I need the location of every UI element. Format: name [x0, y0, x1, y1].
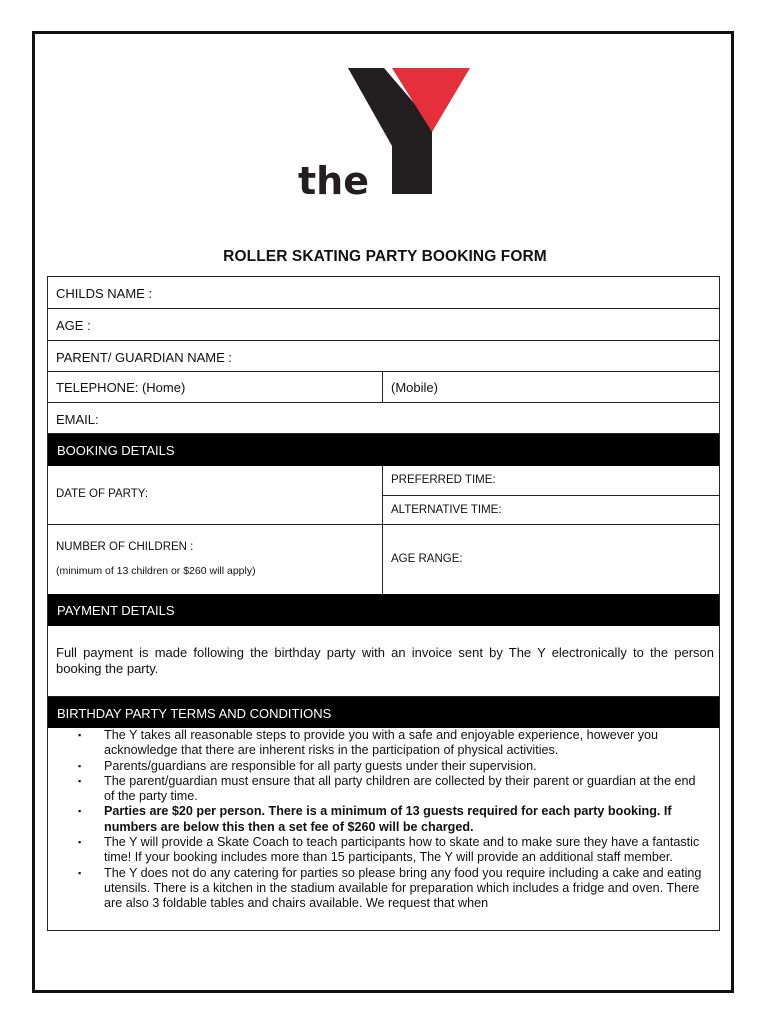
email-row[interactable]: [48, 403, 719, 434]
time-divider: [382, 495, 719, 496]
payment-details-header: [48, 594, 719, 626]
minimum-children-note: (minimum of 13 children or $260 will apply): [56, 565, 256, 577]
terms-item-pricing: ▪ Parties are $20 per person. There is a minimum of 13 guests required for each party booking. If numbers are below this then a set fee of $260 will be charged.: [78, 804, 672, 834]
age-range-label: AGE RANGE:: [391, 553, 463, 565]
telephone-home-label: TELEPHONE: (Home): [56, 380, 186, 395]
bullet-icon: ▪: [78, 730, 82, 740]
payment-details-text: Full payment is made following the birthday party with an invoice sent by The Y electronically to the person booking the party.: [56, 645, 714, 676]
parent-guardian-name-label: PARENT/ GUARDIAN NAME :: [56, 350, 233, 365]
telephone-mobile-label: (Mobile): [391, 380, 438, 395]
terms-item: ▪ The parent/guardian must ensure that all party children are collected by their parent or guardian at the end of the party time.: [78, 773, 696, 804]
bullet-icon: ▪: [78, 837, 82, 848]
bullet-icon: ▪: [78, 867, 82, 878]
bullet-icon: ▪: [78, 760, 82, 771]
childs-name-label: CHILDS NAME :: [56, 286, 153, 301]
logo-the-text: the: [298, 159, 369, 198]
bullet-icon: ▪: [78, 775, 82, 786]
alternative-time-label: ALTERNATIVE TIME:: [391, 504, 502, 516]
form-title: ROLLER SKATING PARTY BOOKING FORM: [223, 248, 547, 265]
booking-divider: [382, 466, 383, 594]
date-row-bottom: [48, 524, 719, 525]
age-label: AGE :: [56, 318, 91, 333]
booking-form: [47, 276, 720, 931]
age-row[interactable]: [48, 309, 719, 341]
booking-details-title: BOOKING DETAILS: [57, 443, 175, 458]
terms-item: ▪ Parents/guardians are responsible for all party guests under their supervision.: [78, 758, 537, 773]
preferred-time-label: PREFERRED TIME:: [391, 474, 496, 486]
number-of-children-label: NUMBER OF CHILDREN :: [56, 541, 194, 553]
telephone-row: [48, 372, 719, 403]
booking-details-header: [48, 434, 719, 466]
date-of-party-label: DATE OF PARTY:: [56, 488, 149, 500]
terms-list: [48, 728, 719, 912]
terms-item: ▪ The Y takes all reasonable steps to provide you with a safe and enjoyable experience, however you acknowledge that there are inherent risks in the participation of physical activities.: [78, 728, 659, 758]
the-y-logo: [296, 66, 476, 198]
terms-item: ▪ The Y does not do any catering for parties so please bring any food you require including a cake and eating utensils. There is a kitchen in the stadium available for preparation which includes a fridge and oven. There are also 3 foldable tables and chairs available. We request that when: [78, 865, 702, 911]
email-label: EMAIL:: [56, 412, 99, 427]
bullet-icon: ▪: [78, 806, 82, 817]
payment-details-title: PAYMENT DETAILS: [57, 603, 175, 618]
terms-title: BIRTHDAY PARTY TERMS AND CONDITIONS: [57, 706, 332, 721]
parent-guardian-name-row[interactable]: [48, 341, 719, 372]
childs-name-row[interactable]: [48, 277, 719, 309]
terms-item: ▪ The Y will provide a Skate Coach to teach participants how to skate and to make sure they have a fantastic time! If your booking includes more than 15 participants, The Y will provide an additional staff member.: [78, 835, 700, 865]
terms-header: [48, 697, 719, 728]
telephone-divider: [382, 372, 383, 403]
